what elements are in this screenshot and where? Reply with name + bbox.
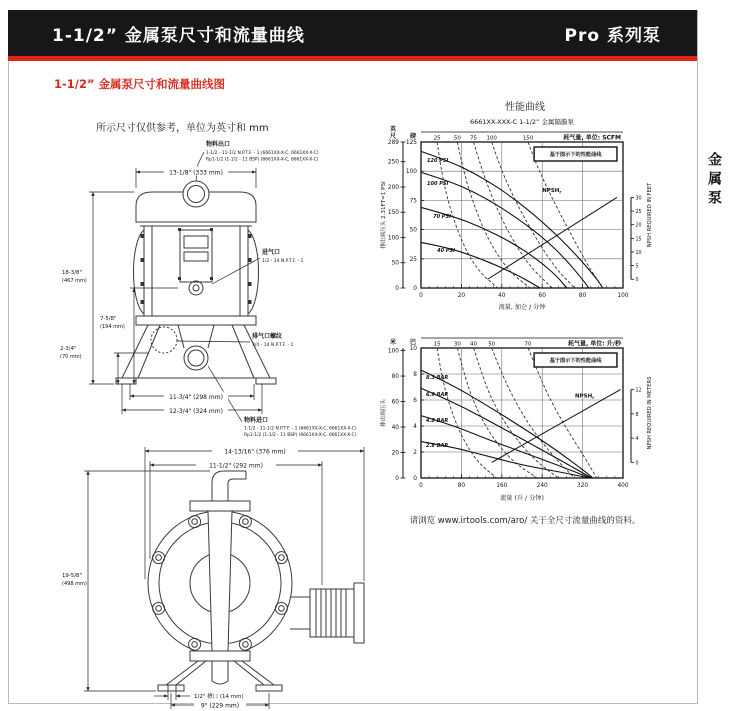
svg-text:80: 80 bbox=[457, 483, 466, 489]
svg-text:15: 15 bbox=[635, 237, 642, 243]
svg-text:英: 英 bbox=[389, 126, 397, 133]
svg-text:100: 100 bbox=[486, 135, 497, 142]
pump-front-outline bbox=[148, 471, 364, 691]
svg-text:12: 12 bbox=[635, 388, 642, 394]
svg-text:70: 70 bbox=[524, 341, 532, 348]
header-red-rule bbox=[8, 56, 697, 61]
section-title: 1-1/2” 金属泵尺寸和流量曲线图 bbox=[54, 77, 226, 91]
svg-text:50: 50 bbox=[488, 341, 496, 348]
svg-text:100: 100 bbox=[405, 169, 417, 176]
dimensions-note: 所示尺寸仅供参考，单位为英寸和 mm bbox=[96, 123, 269, 134]
dim-low-height-in: 2-3/4" bbox=[60, 346, 77, 352]
svg-text:50: 50 bbox=[391, 260, 399, 267]
exhaust-spec: 3/4 - 14 N.P.T.F. - 1 bbox=[252, 343, 294, 348]
product-line-label: Pro 系列泵 bbox=[564, 25, 661, 46]
svg-text:8.3 BAR: 8.3 BAR bbox=[426, 375, 449, 382]
svg-text:流量, 加仑 / 分钟: 流量, 加仑 / 分钟 bbox=[498, 304, 546, 311]
svg-text:150: 150 bbox=[522, 135, 534, 142]
svg-text:200: 200 bbox=[387, 184, 399, 191]
svg-text:8: 8 bbox=[413, 372, 417, 378]
svg-text:2: 2 bbox=[413, 450, 417, 456]
page-title: 1-1/2” 金属泵尺寸和流量曲线 bbox=[52, 25, 305, 46]
svg-text:5: 5 bbox=[635, 264, 639, 270]
svg-text:NPSH REQUIRED IN FEET: NPSH REQUIRED IN FEET bbox=[647, 182, 653, 248]
svg-text:耗气量, 单位: SCFM: 耗气量, 单位: SCFM bbox=[563, 134, 621, 142]
dim-front-height-in: 19-5/8" bbox=[62, 573, 82, 579]
dim-overall-height-in: 18-3/8" bbox=[62, 270, 82, 276]
svg-text:250: 250 bbox=[387, 159, 399, 166]
svg-text:150: 150 bbox=[387, 210, 399, 217]
svg-text:80: 80 bbox=[391, 374, 399, 381]
svg-text:15: 15 bbox=[433, 341, 441, 348]
air-inlet-spec: 1/2 - 14 N.P.T.F. - 1 bbox=[262, 259, 304, 264]
svg-text:100: 100 bbox=[387, 235, 399, 242]
svg-text:6: 6 bbox=[413, 398, 417, 404]
svg-text:30: 30 bbox=[635, 196, 642, 202]
pump-side-outline bbox=[116, 181, 276, 384]
svg-text:120 PSI: 120 PSI bbox=[427, 157, 449, 164]
svg-text:100 PSI: 100 PSI bbox=[427, 181, 449, 188]
svg-text:400: 400 bbox=[617, 483, 629, 489]
svg-text:0: 0 bbox=[419, 293, 423, 299]
svg-text:基于图示下的性能曲线: 基于图示下的性能曲线 bbox=[549, 358, 602, 364]
svg-text:100: 100 bbox=[387, 348, 399, 355]
dim-front-foot-span: 9" (229 mm) bbox=[200, 702, 240, 710]
svg-text:4: 4 bbox=[413, 424, 417, 430]
svg-text:0: 0 bbox=[419, 483, 423, 489]
svg-text:0: 0 bbox=[413, 476, 417, 482]
svg-text:排出端压头 2.31FT=1 PSI: 排出端压头 2.31FT=1 PSI bbox=[381, 181, 387, 249]
svg-text:25: 25 bbox=[409, 256, 417, 263]
svg-text:25: 25 bbox=[635, 210, 642, 216]
air-inlet-label: 进气口 bbox=[262, 249, 281, 256]
svg-text:0: 0 bbox=[413, 286, 417, 292]
dim-overall-height-mm: (467 mm) bbox=[62, 278, 87, 284]
svg-text:240: 240 bbox=[536, 483, 548, 489]
front-view-dim-labels bbox=[62, 449, 286, 710]
svg-text:20: 20 bbox=[457, 293, 466, 299]
svg-text:0: 0 bbox=[635, 278, 639, 284]
svg-text:4.8 BAR: 4.8 BAR bbox=[426, 418, 449, 425]
svg-text:30: 30 bbox=[453, 341, 461, 348]
material-inlet-spec2: Rp1-1/2 (1-1/2 - 11 BSP) (6661XX-X-C, 6661XX-X-C) bbox=[244, 433, 357, 438]
page-border-right bbox=[697, 10, 698, 703]
svg-text:40: 40 bbox=[498, 293, 506, 299]
svg-text:70 PSI: 70 PSI bbox=[433, 213, 451, 220]
svg-text:0: 0 bbox=[395, 476, 399, 482]
dim-base-span: 12-3/4" (324 mm) bbox=[169, 408, 223, 415]
svg-text:磅: 磅 bbox=[409, 133, 417, 140]
dim-front-flange-width: 11-1/2" (292 mm) bbox=[209, 462, 263, 470]
performance-title: 性能曲线 bbox=[505, 102, 545, 113]
svg-text:40 PSI: 40 PSI bbox=[437, 247, 455, 254]
exhaust-label: 排气口螺纹 bbox=[252, 333, 283, 340]
svg-text:289: 289 bbox=[387, 140, 399, 146]
side-view-port-labels bbox=[206, 140, 357, 438]
dim-mid-height-in: 7-5/8" bbox=[100, 316, 117, 322]
svg-text:0: 0 bbox=[635, 461, 639, 467]
chart-caption: 请浏览 www.irtools.com/aro/ 关于全尺寸流量曲线的资料。 bbox=[409, 516, 641, 526]
svg-text:NPSHr: $NPSH_r$ bbox=[575, 393, 595, 400]
svg-text:40: 40 bbox=[391, 425, 399, 432]
svg-text:125: 125 bbox=[405, 140, 417, 146]
dim-mid-height-mm: (194 mm) bbox=[100, 324, 125, 330]
svg-text:6661XX-XXX-C 1-1/2” 金属隔膜泵: 6661XX-XXX-C 1-1/2” 金属隔膜泵 bbox=[469, 118, 575, 126]
svg-text:NPSH REQUIRED IN METERS: NPSH REQUIRED IN METERS bbox=[647, 376, 653, 450]
performance-chart-metric bbox=[375, 330, 675, 510]
performance-chart-imperial bbox=[375, 112, 675, 320]
svg-text:20: 20 bbox=[391, 450, 399, 457]
side-tab-label: 金属泵 bbox=[706, 152, 722, 209]
svg-text:排出端压头: 排出端压头 bbox=[381, 399, 387, 427]
svg-text:160: 160 bbox=[496, 483, 508, 489]
material-outlet-label: 物料出口 bbox=[206, 141, 231, 148]
svg-text:20: 20 bbox=[635, 223, 642, 229]
material-outlet-spec2: Rp1-1/2 (1-1/2 - 11 BSP) (6661XX-X-C, 6661XX-X-C) bbox=[206, 157, 319, 163]
svg-text:尺: 尺 bbox=[389, 133, 397, 140]
dim-front-overall-width: 14-13/16" (376 mm) bbox=[224, 448, 286, 456]
svg-text:75: 75 bbox=[470, 135, 478, 142]
dim-low-height-mm: (70 mm) bbox=[60, 354, 82, 360]
material-outlet-spec1: 1-1/2 - 11-1/2 N.P.T.F. - 1 (6661XX-X-C, 6661XX-X-C) bbox=[206, 151, 319, 156]
svg-text:4: 4 bbox=[635, 437, 639, 443]
svg-text:60: 60 bbox=[391, 399, 399, 406]
svg-text:6.9 BAR: 6.9 BAR bbox=[426, 392, 449, 399]
svg-text:8: 8 bbox=[635, 412, 639, 418]
material-inlet-spec1: 1-1/2 - 11-1/2 N.P.T.F. - 1 (6661XX-X-C, 6661XX-X-C) bbox=[244, 426, 357, 432]
page-header bbox=[8, 10, 697, 56]
svg-text:50: 50 bbox=[453, 135, 461, 142]
dim-bolt-span: 11-3/4" (298 mm) bbox=[169, 394, 223, 401]
side-view-drawing bbox=[48, 134, 378, 439]
svg-text:NPSHr: $NPSH_r$ bbox=[542, 188, 562, 195]
front-view-drawing bbox=[60, 439, 380, 711]
svg-text:10: 10 bbox=[409, 346, 417, 352]
svg-text:基于图示下的性能曲线: 基于图示下的性能曲线 bbox=[549, 152, 602, 158]
svg-text:60: 60 bbox=[538, 293, 546, 299]
svg-text:75: 75 bbox=[409, 198, 417, 205]
svg-text:耗气量, 单位: 升/秒: 耗气量, 单位: 升/秒 bbox=[567, 340, 621, 348]
svg-text:米: 米 bbox=[389, 339, 397, 346]
svg-text:25: 25 bbox=[433, 135, 441, 142]
svg-text:2.8 BAR: 2.8 BAR bbox=[426, 442, 449, 449]
material-inlet-label: 物料进口 bbox=[244, 417, 269, 424]
svg-text:80: 80 bbox=[578, 293, 587, 299]
svg-text:100: 100 bbox=[617, 293, 629, 299]
svg-text:40: 40 bbox=[470, 341, 478, 348]
dim-front-slot: 1/2" 槽口 (14 mm) bbox=[194, 694, 244, 700]
svg-text:10: 10 bbox=[635, 250, 642, 256]
svg-text:320: 320 bbox=[577, 483, 589, 489]
side-view-bolts bbox=[141, 228, 252, 304]
svg-text:巴: 巴 bbox=[409, 339, 417, 346]
svg-text:50: 50 bbox=[409, 227, 417, 234]
page-border-left bbox=[8, 10, 9, 703]
svg-text:流量 (升 / 分钟): 流量 (升 / 分钟) bbox=[500, 495, 544, 502]
dim-front-height-mm: (498 mm) bbox=[62, 581, 87, 587]
dim-top-width: 13-1/8" (333 mm) bbox=[169, 169, 223, 177]
svg-text:0: 0 bbox=[395, 286, 399, 292]
